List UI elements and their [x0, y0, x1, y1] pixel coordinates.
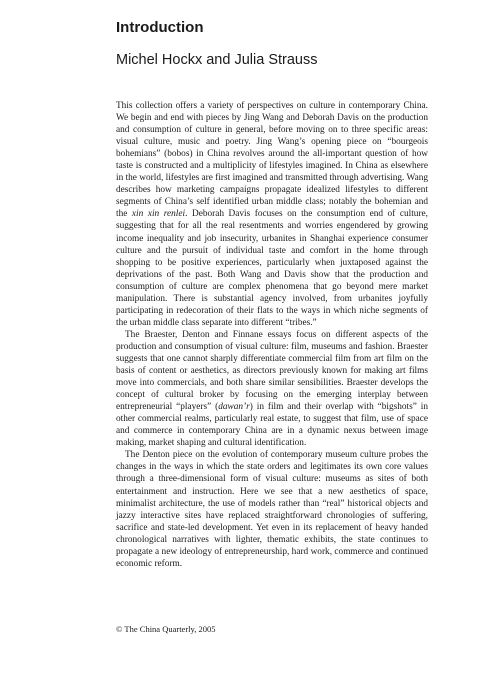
article-title: Introduction [116, 19, 204, 36]
text-run: The Denton piece on the evolution of contemporary museum culture probes the changes in the ways in which the state orders and legitimates its own core values through a three-dimensional form of visual culture: museums as sites of both entertainment and instruction. Here we see that a new aesthetics of space, minimalist architecture, the use of models rather than “real” historical objects and jazzy interactive sites have replaced straightforward chronologies of suffering, sacrifice and state-led development. Yet even in its replacement of heavy handed chronological narratives with lighter, thematic exhibits, the state continues to propagate a new ideology of entrepreneurship, hard work, commerce and continued economic reform. [116, 450, 428, 569]
paragraph-3 [116, 449, 428, 569]
article-authors: Michel Hockx and Julia Strauss [116, 52, 318, 68]
italic-term: xin xin renlei [131, 209, 186, 220]
paragraph-1 [116, 100, 428, 329]
article-body [116, 100, 428, 570]
paragraph-2 [116, 329, 428, 449]
text-run: ) in film and their overlap with “bigshots” in other commercial realms, particularly real estate, to suggest that film, use of space and commerce in contemporary China are in a dynamic nexus between image making, market shaping and cultural identification. [116, 402, 428, 449]
copyright-notice: © The China Quarterly, 2005 [116, 624, 216, 634]
italic-term: dawan’r [218, 402, 250, 413]
text-run: This collection offers a variety of perspectives on culture in contemporary China. We begin and end with pieces by Jing Wang and Deborah Davis on the production and consumption of culture in general, before moving on to three specific areas: visual culture, music and poetry. Jing Wang’s opening piece on “bourgeois bohemians” (bobos) in China revolves around the all-important question of how taste is constructed and a multiplicity of lifestyles imagined. In China as elsewhere in the world, lifestyles are first imagined and transmitted through advertising. Wang describes how marketing campaigns propagate idealized lifestyles to different segments of China’s self identified urban middle class; notably the bohemian and the [116, 101, 428, 220]
text-run: . Deborah Davis focuses on the consumption end of culture, suggesting that for all the real resentments and worries engendered by growing income inequality and job insecurity, urbanites in Shanghai experience consumer culture and the pursuit of individual taste and comfort in the home through shopping to be positive experiences, particularly when juxtaposed against the deprivations of the past. Both Wang and Davis show that the production and consumption of culture are complex phenomena that go beyond mere market manipulation. There is substantial agency involved, from urbanites joyfully participating in redecoration of their flats to the ways in which niche segments of the urban middle class separate into different “tribes.” [116, 209, 428, 328]
text-run: The Braester, Denton and Finnane essays focus on different aspects of the production and consumption of visual culture: film, museums and fashion. Braester suggests that one cannot sharply differentiate commercial film from art film on the basis of content or aesthetics, as directors previously known for making art films move into commercials, and both share similar sensibilities. Braester develops the concept of cultural broker by focusing on the emerging interplay between entrepreneurial “players” ( [116, 329, 428, 413]
